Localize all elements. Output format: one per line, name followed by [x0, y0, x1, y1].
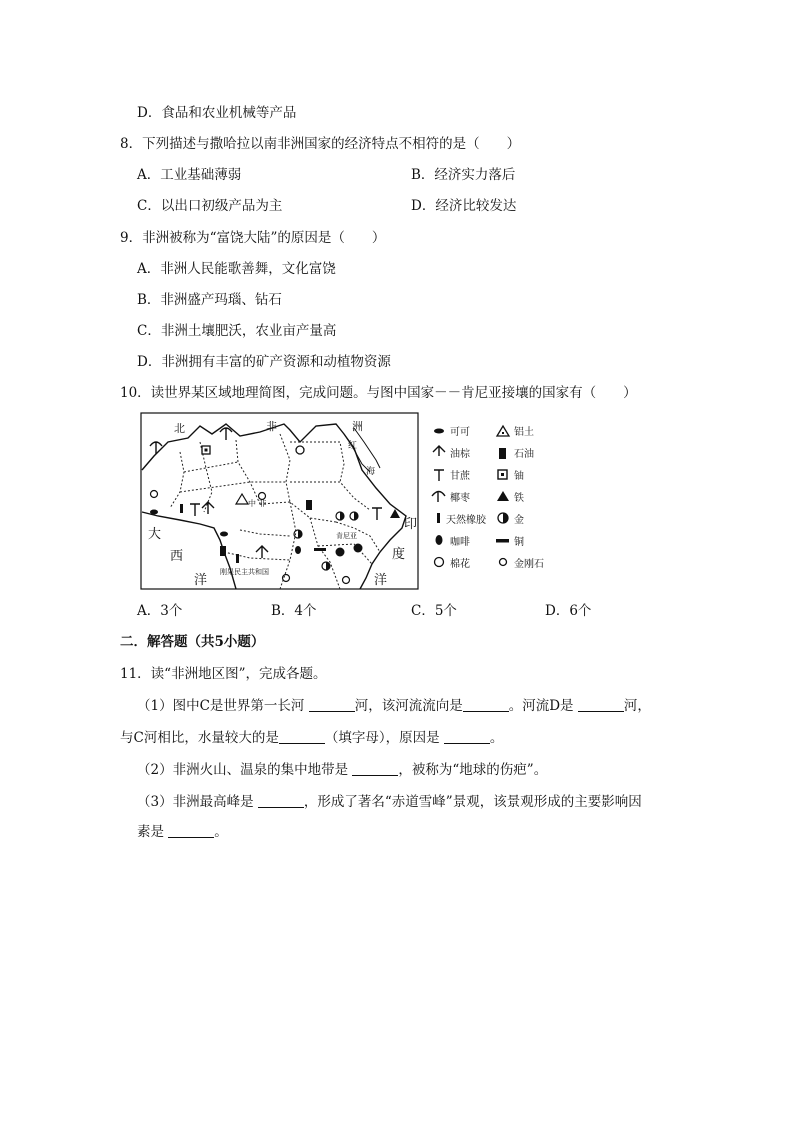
q10-option-a: A．3个: [137, 603, 183, 619]
petroleum-icon: [220, 546, 226, 556]
answer-blank[interactable]: [352, 761, 398, 776]
q11-part3-line1: [137, 792, 642, 812]
legend-uranium: 铀: [514, 471, 524, 482]
map-label-fei: 非: [266, 420, 277, 433]
date-palm-icon: [432, 492, 445, 503]
cocoa-icon: [150, 510, 158, 515]
bauxite-icon: [497, 426, 509, 436]
q11-p3-text3: 素是: [137, 824, 169, 840]
cocoa-icon: [220, 532, 228, 537]
q11-p3-text4: 。: [214, 824, 228, 840]
q11-part3-line2: [137, 822, 228, 842]
rubber-icon: [180, 504, 183, 513]
map-label-yang-east: 洋: [374, 573, 388, 588]
gold-icon: [498, 513, 508, 523]
diamond-icon: [500, 559, 507, 566]
map-label-central-africa: 中 非: [248, 499, 267, 508]
coffee-icon: [436, 535, 443, 545]
map-label-kenya: 肯尼亚: [336, 532, 357, 540]
oil-palm-icon: [433, 446, 445, 456]
q11-part1-line2: [120, 728, 503, 748]
q10-option-b: B．4个: [271, 603, 317, 619]
answer-blank[interactable]: [279, 729, 325, 744]
map-label-hong: 红: [348, 441, 358, 451]
petroleum-icon: [499, 448, 506, 459]
diamond-icon: [336, 548, 345, 557]
q9-option-b: B．非洲盛产玛瑙、钻石: [137, 292, 282, 308]
q8-option-c: C．以出口初级产品为主: [137, 198, 283, 214]
answer-blank[interactable]: [258, 793, 304, 808]
q8-option-a: A．工业基础薄弱: [137, 167, 242, 183]
copper-icon: [496, 539, 509, 543]
q10-stem: 10．读世界某区域地理简图，完成问题。与图中国家－－肯尼亚接壤的国家有（ ）: [120, 385, 637, 401]
legend-copper: 铜: [514, 537, 524, 548]
map-label-xi: 西: [170, 549, 184, 564]
africa-region-map: [140, 412, 556, 590]
legend-date-palm: 椰枣: [450, 493, 470, 504]
map-label-du: 度: [392, 547, 406, 562]
legend-coffee: 咖啡: [450, 537, 470, 548]
legend-iron: 铁: [514, 493, 524, 504]
q11-p1-text3: 。河流D是: [508, 698, 578, 714]
q10-option-d: D．6个: [545, 603, 592, 619]
petroleum-icon: [306, 500, 312, 510]
legend-bauxite: 铝土: [514, 427, 534, 438]
diamond-icon: [354, 544, 363, 553]
q9-stem: 9．非洲被称为“富饶大陆”的原因是（ ）: [120, 230, 386, 246]
map-label-yang-west: 洋: [194, 573, 208, 588]
q11-p3-text2: ，形成了著名“赤道雪峰”景观，该景观形成的主要影响因: [303, 794, 642, 810]
legend-sugarcane: 甘蔗: [450, 471, 470, 482]
q11-p1-text6: （填字母），原因是: [324, 730, 444, 746]
rubber-icon: [236, 554, 239, 563]
answer-blank[interactable]: [309, 697, 355, 712]
q10-option-c: C．5个: [411, 603, 457, 619]
q8-option-b: B．经济实力落后: [411, 167, 516, 183]
answer-blank[interactable]: [168, 823, 214, 838]
map-legend: [432, 425, 544, 570]
q11-p1-text4: 河，: [623, 698, 651, 714]
legend-petroleum: 石油: [514, 449, 534, 460]
q8-option-d: D．经济比较发达: [411, 198, 517, 214]
q11-p1-text2: 河，该河流流向是: [354, 698, 463, 714]
section-heading: 二．解答题（共5小题）: [120, 634, 265, 650]
copper-icon: [314, 548, 326, 551]
map-label-zhou: 洲: [352, 420, 363, 433]
cotton-icon: [435, 558, 444, 567]
cocoa-icon: [434, 429, 444, 434]
q11-p3-text1: （3）非洲最高峰是: [137, 794, 258, 810]
legend-gold: 金: [514, 515, 524, 526]
rubber-icon: [437, 513, 440, 523]
q9-option-a: A．非洲人民能歌善舞，文化富饶: [137, 261, 336, 277]
q11-p1-text1: （1）图中C是世界第一长河: [137, 698, 309, 714]
q9-option-c: C．非洲土壤肥沃，农业亩产量高: [137, 323, 337, 339]
legend-cotton: 棉花: [450, 559, 470, 570]
iron-icon: [497, 491, 509, 501]
q11-part1-line1: [137, 696, 651, 716]
q9-option-d: D．非洲拥有丰富的矿产资源和动植物资源: [137, 354, 391, 370]
map-label-da: 大: [148, 527, 162, 542]
legend-diamond: 金刚石: [514, 559, 544, 570]
map-label-hai: 海: [366, 467, 376, 477]
uranium-icon: [498, 470, 507, 479]
answer-blank[interactable]: [578, 697, 624, 712]
coffee-icon: [295, 546, 301, 554]
q11-part2: [137, 760, 547, 780]
q11-p1-text5: 与C河相比，水量较大的是: [120, 730, 279, 746]
answer-blank[interactable]: [463, 697, 509, 712]
answer-blank[interactable]: [444, 729, 490, 744]
legend-oil-palm: 油棕: [450, 449, 470, 460]
q7-option-d: D．食品和农业机械等产品: [137, 105, 297, 121]
q8-stem: 8．下列描述与撒哈拉以南非洲国家的经济特点不相符的是（ ）: [120, 136, 521, 152]
map-label-yin: 印: [404, 517, 418, 532]
legend-cocoa: 可可: [450, 427, 470, 438]
map-label-north: 北: [174, 422, 185, 435]
legend-rubber: 天然橡胶: [446, 515, 486, 526]
q11-p2-text1: （2）非洲火山、温泉的集中地带是: [137, 762, 353, 778]
sugarcane-icon: [434, 470, 444, 481]
map-label-drc: 刚果民主共和国: [220, 568, 269, 576]
q11-p1-text7: 。: [489, 730, 504, 746]
q11-stem: 11．读“非洲地区图”，完成各题。: [120, 666, 327, 682]
q11-p2-text2: ，被称为“地球的伤疤”。: [398, 762, 548, 778]
